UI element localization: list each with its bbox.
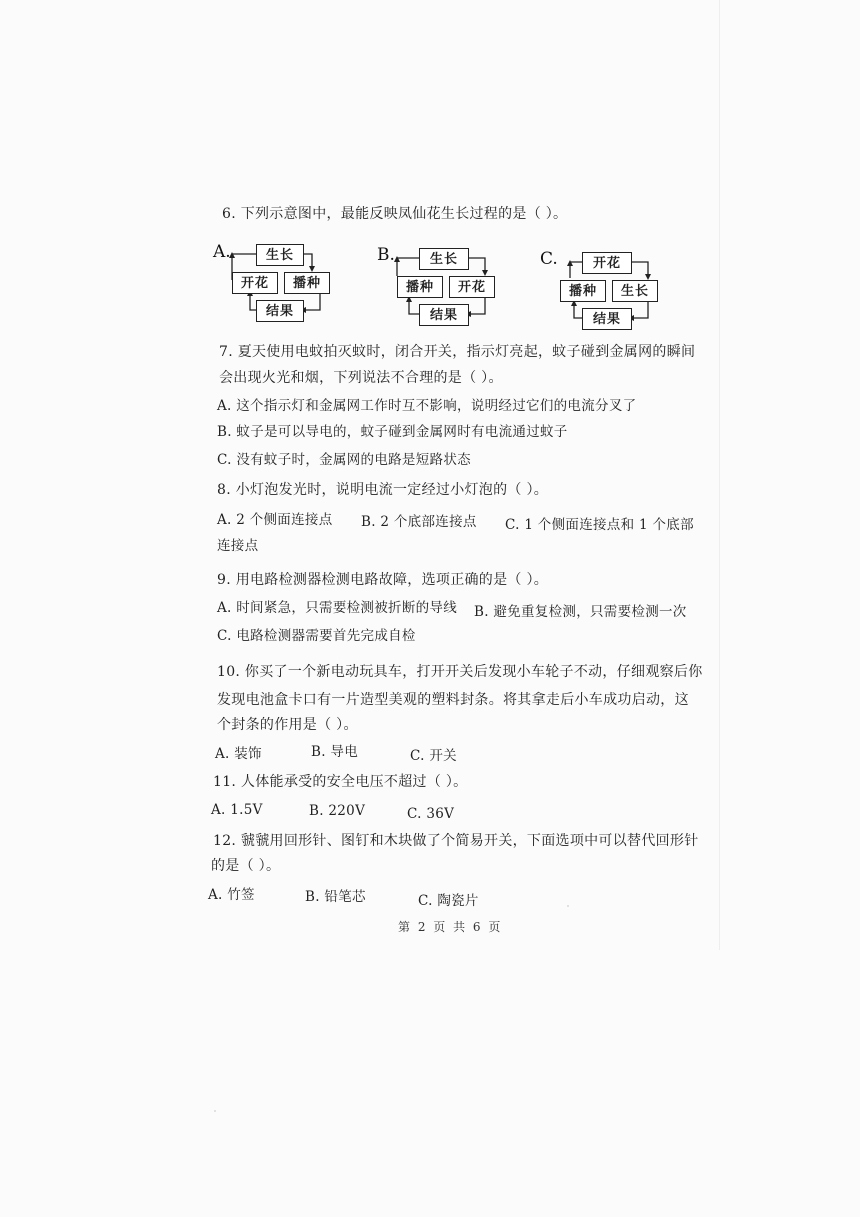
- question-10-line-1: 10. 你买了一个新电动玩具车，打开开关后发现小车轮子不动，仔细观察后你: [217, 664, 703, 680]
- q11-option-b: B. 220V: [309, 803, 366, 819]
- q12-option-c: C. 陶瓷片: [418, 893, 479, 909]
- box-top: 生长: [419, 248, 469, 270]
- q6-option-c-letter: C.: [540, 249, 558, 269]
- box-bottom: 结果: [419, 304, 469, 326]
- scan-speck: [567, 905, 569, 907]
- question-9-title: 9. 用电路检测器检测电路故障，选项正确的是（ ）。: [217, 572, 549, 588]
- q12-option-a: A. 竹签: [208, 887, 255, 903]
- question-7-line-1: 7. 夏天使用电蚊拍灭蚊时，闭合开关，指示灯亮起，蚊子碰到金属网的瞬间: [219, 344, 696, 360]
- question-10-line-3: 个封条的作用是（ ）。: [217, 717, 358, 733]
- q10-option-c: C. 开关: [410, 748, 457, 764]
- q7-option-a: A. 这个指示灯和金属网工作时互不影响，说明经过它们的电流分叉了: [217, 398, 637, 414]
- box-left: 播种: [560, 280, 606, 302]
- question-6-title: 6. 下列示意图中，最能反映凤仙花生长过程的是（ ）。: [222, 206, 568, 222]
- q7-option-b: B. 蚊子是可以导电的，蚊子碰到金属网时有电流通过蚊子: [217, 424, 568, 440]
- q6-option-a-diagram: [232, 244, 352, 324]
- box-left: 播种: [397, 276, 443, 298]
- q8-option-b: B. 2 个底部连接点: [361, 514, 477, 530]
- q9-option-a: A. 时间紧急，只需要检测被折断的导线: [217, 600, 458, 616]
- q11-option-c: C. 36V: [407, 806, 455, 822]
- q10-option-a: A. 装饰: [215, 746, 262, 762]
- q6-option-b-letter: B.: [377, 245, 395, 265]
- question-7-line-2: 会出现火光和烟，下列说法不合理的是（ ）。: [219, 370, 503, 386]
- q8-option-c-continued: 连接点: [217, 538, 259, 554]
- page-edge-line: [719, 0, 720, 950]
- question-8-title: 8. 小灯泡发光时，说明电流一定经过小灯泡的（ ）。: [217, 482, 549, 498]
- box-right: 开花: [449, 276, 495, 298]
- q7-option-c: C. 没有蚊子时，金属网的电路是短路状态: [217, 452, 471, 468]
- question-10-line-2: 发现电池盒卡口有一片造型美观的塑料封条。将其拿走后小车成功启动，这: [217, 692, 689, 708]
- q9-option-c: C. 电路检测器需要首先完成自检: [217, 628, 416, 644]
- q6-option-a-letter: A.: [213, 242, 231, 262]
- question-12-line-2: 的是（ ）。: [211, 858, 281, 874]
- box-top: 生长: [256, 244, 304, 266]
- q8-option-c: C. 1 个侧面连接点和 1 个底部: [505, 517, 694, 533]
- box-right: 播种: [284, 272, 330, 294]
- page-number-footer: 第 2 页 共 6 页: [398, 920, 503, 934]
- box-left: 开花: [232, 272, 278, 294]
- box-bottom: 结果: [256, 300, 304, 322]
- q9-option-b: B. 避免重复检测，只需要检测一次: [474, 604, 687, 620]
- scan-speck: [214, 1110, 216, 1112]
- box-bottom: 结果: [582, 308, 632, 330]
- q8-option-a: A. 2 个侧面连接点: [217, 512, 333, 528]
- question-12-line-1: 12. 虢虢用回形针、图钉和木块做了个简易开关，下面选项中可以替代回形针: [213, 833, 699, 849]
- box-right: 生长: [612, 280, 658, 302]
- q10-option-b: B. 导电: [311, 744, 359, 760]
- q11-option-a: A. 1.5V: [211, 802, 263, 818]
- question-11-title: 11. 人体能承受的安全电压不超过（ ）。: [213, 774, 468, 790]
- q6-option-b-diagram: [397, 248, 517, 328]
- q12-option-b: B. 铅笔芯: [305, 889, 366, 905]
- box-top: 开花: [582, 252, 632, 274]
- q6-option-c-diagram: [560, 252, 680, 332]
